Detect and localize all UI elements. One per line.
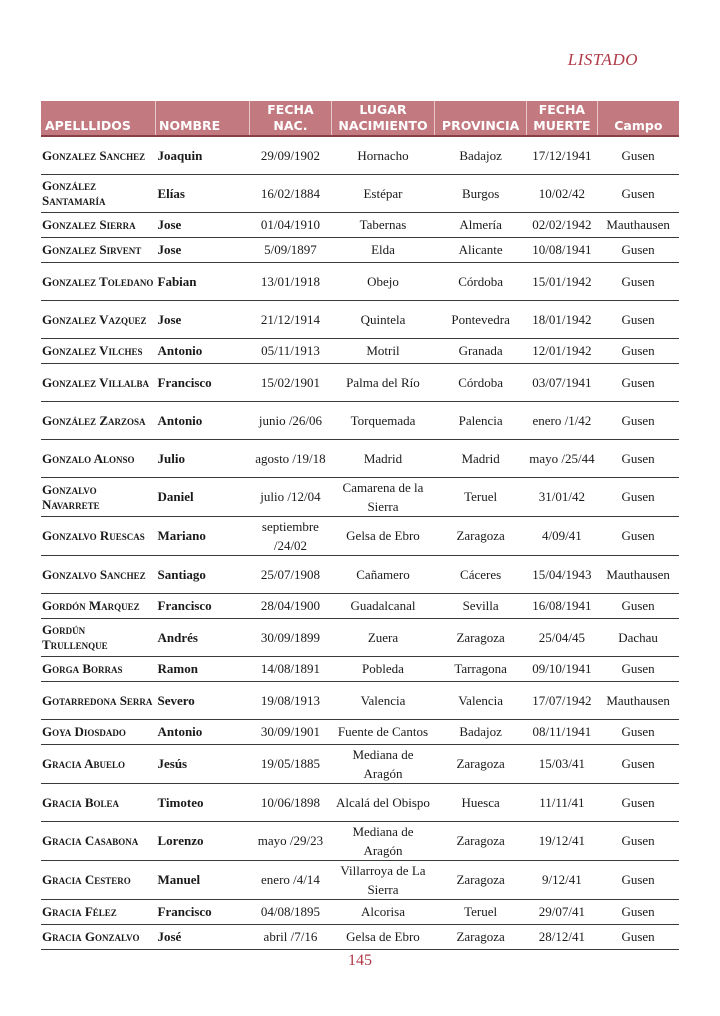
cell-fecha-nac: 19/05/1885 [250,744,332,783]
cell-apellidos: Gorga Borras [41,656,156,681]
cell-provincia: Burgos [435,174,527,212]
table-row [41,401,679,439]
cell-lugar-nacimiento: Guadalcanal [331,593,434,618]
cell-fecha-nac: 30/09/1899 [250,618,332,656]
cell-campo: Mauthausen [597,681,679,719]
cell-fecha-nac: 19/08/1913 [250,681,332,719]
cell-nombre: Jose [156,300,250,338]
cell-lugar-nacimiento: Madrid [331,439,434,477]
cell-apellidos: Gracia Abuelo [41,744,156,783]
cell-nombre: Francisco [156,899,250,924]
cell-campo: Gusen [597,477,679,516]
cell-campo: Gusen [597,136,679,174]
cell-campo: Gusen [597,174,679,212]
header-fecha-nac: FECHA NAC. [250,101,332,136]
cell-fecha-nac: 15/02/1901 [250,363,332,401]
cell-nombre: Julio [156,439,250,477]
cell-provincia: Córdoba [435,363,527,401]
cell-fecha-nac: 21/12/1914 [250,300,332,338]
cell-campo: Gusen [597,924,679,949]
cell-nombre: Santiago [156,555,250,593]
cell-nombre: Francisco [156,593,250,618]
table-row [41,363,679,401]
cell-fecha-muerte: 02/02/1942 [527,212,598,237]
header-nombre: NOMBRE [156,101,250,136]
cell-fecha-nac: agosto /19/18 [250,439,332,477]
cell-fecha-muerte: 4/09/41 [527,516,598,555]
cell-campo: Gusen [597,439,679,477]
cell-fecha-nac: junio /26/06 [250,401,332,439]
table-row [41,555,679,593]
table-row [41,618,679,656]
cell-provincia: Córdoba [435,262,527,300]
cell-nombre: Francisco [156,363,250,401]
cell-apellidos: Gracia Bolea [41,783,156,821]
cell-apellidos: Gonzalez Vilches [41,338,156,363]
cell-nombre: Severo [156,681,250,719]
cell-provincia: Madrid [435,439,527,477]
cell-nombre: Ramon [156,656,250,681]
cell-fecha-nac: abril /7/16 [250,924,332,949]
cell-fecha-muerte: 10/08/1941 [527,237,598,262]
cell-provincia: Zaragoza [435,821,527,860]
cell-campo: Gusen [597,300,679,338]
cell-apellidos: Gonzalez Villalba [41,363,156,401]
cell-apellidos: Gonzalez Toledano [41,262,156,300]
cell-lugar-nacimiento: Gelsa de Ebro [331,924,434,949]
table-row [41,593,679,618]
cell-fecha-muerte: 31/01/42 [527,477,598,516]
table-row [41,744,679,783]
cell-fecha-nac: 05/11/1913 [250,338,332,363]
cell-provincia: Badajoz [435,136,527,174]
cell-fecha-muerte: 15/04/1943 [527,555,598,593]
table-row [41,516,679,555]
cell-provincia: Alicante [435,237,527,262]
cell-provincia: Sevilla [435,593,527,618]
table-row [41,924,679,949]
cell-apellidos: Gracia Casabona [41,821,156,860]
cell-lugar-nacimiento: Villarroya de La Sierra [331,860,434,899]
cell-apellidos: González Zarzosa [41,401,156,439]
cell-provincia: Palencia [435,401,527,439]
cell-apellidos: Gonzalo Alonso [41,439,156,477]
cell-provincia: Teruel [435,899,527,924]
cell-fecha-nac: 10/06/1898 [250,783,332,821]
cell-lugar-nacimiento: Motril [331,338,434,363]
cell-fecha-nac: enero /4/14 [250,860,332,899]
table-row [41,300,679,338]
cell-campo: Dachau [597,618,679,656]
cell-provincia: Badajoz [435,719,527,744]
cell-campo: Mauthausen [597,212,679,237]
table-row [41,174,679,212]
cell-fecha-nac: 30/09/1901 [250,719,332,744]
cell-lugar-nacimiento: Mediana de Aragón [331,744,434,783]
cell-fecha-muerte: 17/12/1941 [527,136,598,174]
cell-fecha-muerte: 28/12/41 [527,924,598,949]
cell-lugar-nacimiento: Hornacho [331,136,434,174]
cell-lugar-nacimiento: Elda [331,237,434,262]
cell-nombre: Elías [156,174,250,212]
cell-fecha-muerte: 17/07/1942 [527,681,598,719]
cell-campo: Gusen [597,237,679,262]
table-row [41,212,679,237]
cell-nombre: Antonio [156,401,250,439]
cell-lugar-nacimiento: Gelsa de Ebro [331,516,434,555]
cell-fecha-muerte: 19/12/41 [527,821,598,860]
victims-table [41,101,679,950]
page-number: 145 [348,952,372,969]
table-body [41,136,679,949]
cell-nombre: Manuel [156,860,250,899]
cell-fecha-muerte: 15/03/41 [527,744,598,783]
cell-campo: Gusen [597,363,679,401]
cell-apellidos: Gracia Cestero [41,860,156,899]
cell-apellidos: González Santamaría [41,174,156,212]
cell-lugar-nacimiento: Torquemada [331,401,434,439]
cell-fecha-muerte: 08/11/1941 [527,719,598,744]
cell-apellidos: Gonzalez Sirvent [41,237,156,262]
cell-campo: Gusen [597,401,679,439]
table-row [41,783,679,821]
cell-provincia: Zaragoza [435,618,527,656]
cell-provincia: Zaragoza [435,860,527,899]
cell-fecha-muerte: 29/07/41 [527,899,598,924]
cell-fecha-nac: 29/09/1902 [250,136,332,174]
cell-provincia: Zaragoza [435,516,527,555]
cell-fecha-muerte: 11/11/41 [527,783,598,821]
table-header-row [41,101,679,136]
cell-lugar-nacimiento: Estépar [331,174,434,212]
cell-fecha-nac: 13/01/1918 [250,262,332,300]
cell-apellidos: Gotarredona Serra [41,681,156,719]
cell-apellidos: Gracia Félez [41,899,156,924]
cell-apellidos: Gordún Trullenque [41,618,156,656]
cell-campo: Gusen [597,860,679,899]
cell-fecha-muerte: 16/08/1941 [527,593,598,618]
cell-nombre: Antonio [156,719,250,744]
cell-provincia: Tarragona [435,656,527,681]
cell-nombre: Jose [156,237,250,262]
cell-provincia: Huesca [435,783,527,821]
cell-apellidos: Gonzalvo Sanchez [41,555,156,593]
cell-nombre: Timoteo [156,783,250,821]
cell-nombre: Fabian [156,262,250,300]
header-fecha-muerte: FECHA MUERTE [527,101,598,136]
cell-provincia: Zaragoza [435,924,527,949]
cell-lugar-nacimiento: Quintela [331,300,434,338]
cell-lugar-nacimiento: Alcalá del Obispo [331,783,434,821]
cell-nombre: Mariano [156,516,250,555]
cell-lugar-nacimiento: Mediana de Aragón [331,821,434,860]
cell-lugar-nacimiento: Obejo [331,262,434,300]
table-row [41,237,679,262]
cell-fecha-nac: mayo /29/23 [250,821,332,860]
cell-campo: Gusen [597,516,679,555]
cell-fecha-muerte: 25/04/45 [527,618,598,656]
cell-fecha-muerte: mayo /25/44 [527,439,598,477]
cell-lugar-nacimiento: Valencia [331,681,434,719]
cell-apellidos: Gonzalvo Navarrete [41,477,156,516]
table-row [41,136,679,174]
cell-fecha-nac: 04/08/1895 [250,899,332,924]
cell-nombre: Daniel [156,477,250,516]
header-campo: Campo [597,101,679,136]
cell-nombre: Andrés [156,618,250,656]
cell-provincia: Cáceres [435,555,527,593]
cell-fecha-nac: julio /12/04 [250,477,332,516]
cell-apellidos: Gonzalez Vazquez [41,300,156,338]
cell-provincia: Zaragoza [435,744,527,783]
cell-fecha-muerte: 9/12/41 [527,860,598,899]
table-row [41,262,679,300]
cell-apellidos: Goya Diosdado [41,719,156,744]
cell-fecha-muerte: 09/10/1941 [527,656,598,681]
cell-campo: Gusen [597,899,679,924]
cell-nombre: Jose [156,212,250,237]
table-row [41,439,679,477]
cell-provincia: Almería [435,212,527,237]
cell-provincia: Granada [435,338,527,363]
cell-campo: Gusen [597,593,679,618]
section-title: LISTADO [567,50,638,69]
table-row [41,821,679,860]
cell-lugar-nacimiento: Zuera [331,618,434,656]
cell-provincia: Valencia [435,681,527,719]
cell-lugar-nacimiento: Cañamero [331,555,434,593]
cell-lugar-nacimiento: Tabernas [331,212,434,237]
table-row [41,719,679,744]
cell-fecha-nac: septiembre /24/02 [250,516,332,555]
cell-fecha-nac: 16/02/1884 [250,174,332,212]
cell-apellidos: Gonzalez Sierra [41,212,156,237]
cell-lugar-nacimiento: Palma del Río [331,363,434,401]
cell-nombre: Lorenzo [156,821,250,860]
cell-lugar-nacimiento: Fuente de Cantos [331,719,434,744]
cell-apellidos: Gracia Gonzalvo [41,924,156,949]
cell-nombre: Jesús [156,744,250,783]
cell-provincia: Pontevedra [435,300,527,338]
header-apellidos: APELLLIDOS [41,101,156,136]
cell-fecha-muerte: 18/01/1942 [527,300,598,338]
cell-fecha-nac: 28/04/1900 [250,593,332,618]
table-row [41,656,679,681]
cell-nombre: Antonio [156,338,250,363]
cell-campo: Gusen [597,821,679,860]
cell-apellidos: Gonzalez Sanchez [41,136,156,174]
cell-campo: Gusen [597,656,679,681]
cell-lugar-nacimiento: Alcorisa [331,899,434,924]
cell-fecha-nac: 5/09/1897 [250,237,332,262]
cell-nombre: José [156,924,250,949]
cell-fecha-muerte: 12/01/1942 [527,338,598,363]
cell-fecha-nac: 01/04/1910 [250,212,332,237]
cell-fecha-muerte: 03/07/1941 [527,363,598,401]
cell-apellidos: Gordón Marquez [41,593,156,618]
cell-fecha-nac: 14/08/1891 [250,656,332,681]
header-provincia: PROVINCIA [435,101,527,136]
header-lugar-nacimiento: LUGAR NACIMIENTO [331,101,434,136]
cell-provincia: Teruel [435,477,527,516]
cell-fecha-muerte: enero /1/42 [527,401,598,439]
cell-campo: Gusen [597,744,679,783]
cell-campo: Gusen [597,719,679,744]
table-row [41,477,679,516]
cell-campo: Gusen [597,262,679,300]
table-row [41,899,679,924]
cell-campo: Gusen [597,783,679,821]
cell-fecha-muerte: 15/01/1942 [527,262,598,300]
cell-fecha-nac: 25/07/1908 [250,555,332,593]
cell-campo: Mauthausen [597,555,679,593]
table-row [41,860,679,899]
cell-campo: Gusen [597,338,679,363]
cell-apellidos: Gonzalvo Ruescas [41,516,156,555]
table-row [41,681,679,719]
cell-nombre: Joaquin [156,136,250,174]
cell-fecha-muerte: 10/02/42 [527,174,598,212]
table-row [41,338,679,363]
cell-lugar-nacimiento: Pobleda [331,656,434,681]
cell-lugar-nacimiento: Camarena de la Sierra [331,477,434,516]
